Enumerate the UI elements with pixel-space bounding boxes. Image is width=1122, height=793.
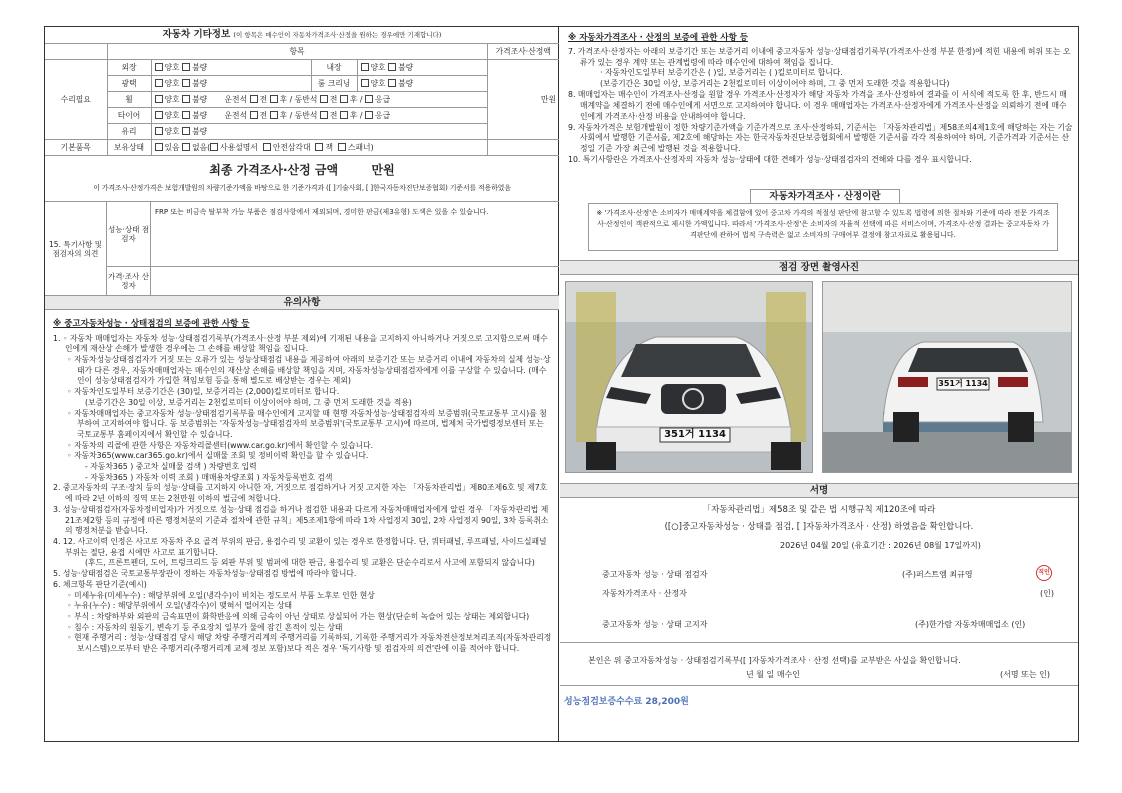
col-price-header: 가격조사·산정액 xyxy=(487,44,559,60)
inspector-opinion: FRP 또는 비금속 탈부착 가능 부품은 점검사항에서 제외되며, 경미한 판금(제3유형) 도색은 있을 수 있습니다. xyxy=(155,208,489,216)
inspection-record-page xyxy=(44,26,1079,742)
tire-pass-rear-checkbox[interactable] xyxy=(340,111,348,119)
receipt-statement: 본인은 위 중고자동차성능 · 상태점검기록부([ ]자동차가격조사 · 산정 선택)를 교부받은 사실을 확인합니다. xyxy=(588,656,961,665)
good-label: 양호 xyxy=(164,94,180,104)
list-item: 7. 가격조사·산정자는 아래의 보증기간 또는 보증거리 이내에 중고자동차 성능·상태점검기록부(가격조사·산정 부분 한정)에 적힌 내용에 허위 또는 오류가 있는 경우 계약 또는 관계법령에 따라 매수인에 대하여 책임을 집니다. xyxy=(568,46,1071,67)
bad-label: 불량 xyxy=(398,62,414,72)
list-item: 1. ◦ 자동차 매매업자는 자동차 성능·상태점검기록부(가격조사·산정 부분 제외)에 기재된 내용을 고지하지 아니하거나 거짓으로 고지함으로써 매수인에게 재산상 손해가 발생한 경우에는 그 손해를 배상할 책임을 집니다. xyxy=(53,333,548,354)
caution-list xyxy=(53,334,553,655)
list-item: (보증기간은 30일 이상, 보증거리는 2천킬로미터 이상이어야 하며, 그 중 먼저 도래한 것을 적용합니다) xyxy=(600,79,950,89)
passenger-seat-label: 동반석 xyxy=(294,94,318,104)
front-photo xyxy=(565,281,813,473)
none-checkbox[interactable] xyxy=(182,143,190,151)
other-info-note: (이 항목은 매수인이 자동차가격조사·산정을 원하는 경우에만 기재합니다) xyxy=(233,31,442,39)
col-item-header: 항목 xyxy=(107,44,487,60)
tire-row: 양호 불량 운전석 전 후 / 동반석 전 후 / 응급 xyxy=(151,108,487,124)
list-item: - 자동차365 ) 자동차 이력 조회 ) 매매용차량조회 ) 자동차등록번호 검색 xyxy=(85,472,333,482)
exterior-bad-checkbox[interactable] xyxy=(182,63,190,71)
good-label: 양호 xyxy=(164,126,180,136)
interior-good-checkbox[interactable] xyxy=(361,63,369,71)
rear-license-plate: 351거 1134 xyxy=(938,379,988,388)
basic-items-label: 기본품목 xyxy=(45,140,107,156)
wheel-pass-front-checkbox[interactable] xyxy=(320,95,328,103)
tire-label: 타이어 xyxy=(107,108,151,124)
front-label: 전 xyxy=(259,110,268,120)
list-item: ◦ 자동차매매업자는 중고자동차 성능·상태점검기록부를 매수인에게 고지할 때 현행 자동차성능·상태점검자의 보증범위(국토교통부 고시)를 첨부하여 고지하여야 합니다. 동 보증범위는 '자동차성능·상태점검자의 보증범위'(국토교통부 고시)에 따르며, 법제처 국가법령정보센터 또는 국토교통부 홈페이지에서 확인할 수 있습니다. xyxy=(67,408,547,439)
tire-driver-front-checkbox[interactable] xyxy=(250,111,258,119)
list-item: ◦ 현재 주행거리 : 성능·상태점검 당시 해당 차량 주행거리계의 주행거리를 기록하되, 기록한 주행거리가 자동차전산정보처리조직(자동차관리정보시스템)으로부터 받은 주행거리(주행거리계 교체 정보 포함)보다 적은 경우 '특기사항 및 점검자의 의견'란에 이를 적어야 합니다. xyxy=(67,633,552,654)
list-item: · 자동차인도일부터 보증기간은 ( )일, 보증거리는 ( )킬로미터로 합니다. xyxy=(600,68,843,78)
tire-pass-front-checkbox[interactable] xyxy=(320,111,328,119)
rear-label: 후 xyxy=(279,94,288,104)
wheel-row: 양호 불량 운전석 전 후 / 동반석 전 후 / 응급 xyxy=(151,92,487,108)
list-item: ◦ 침수 : 자동차의 원동기, 변속기 등 주요장치 일부가 물에 잠긴 흔적이 있는 상태 xyxy=(67,622,343,632)
buyer-signature: (서명 또는 인) xyxy=(1000,670,1050,679)
sign-confirm: ([○]중고자동차성능 · 상태를 점검, [ ]자동차가격조사 · 산정) 하였음을 확인합니다. xyxy=(664,522,974,532)
inspector-label: 성능·상태 점검자 xyxy=(107,202,151,266)
passenger-seat-label: 동반석 xyxy=(294,110,318,120)
wheel-emergency-checkbox[interactable] xyxy=(365,95,373,103)
wheel-pass-rear-checkbox[interactable] xyxy=(340,95,348,103)
final-price-row xyxy=(45,163,559,178)
tire-emergency-checkbox[interactable] xyxy=(365,111,373,119)
glass-bad-checkbox[interactable] xyxy=(182,127,190,135)
none-label: 없음( xyxy=(192,142,211,152)
list-item: 10. 특기사항란은 가격조사·산정자의 자동차 성능·상태에 대한 견해가 성능·상태점검자의 견해와 다를 경우 표시합니다. xyxy=(568,155,972,165)
list-item: (후드, 프론트펜더, 도어, 트렁크리드 등 외판 부위 및 범퍼에 대한 판금, 용접수리 및 교환은 단순수리로서 사고에 포함되지 않습니다) xyxy=(85,558,535,568)
gloss-bad-checkbox[interactable] xyxy=(182,79,190,87)
glass-label: 유리 xyxy=(107,124,151,140)
jack-checkbox[interactable] xyxy=(315,143,323,151)
rear-car-illustration xyxy=(823,282,1072,473)
define-text: ※ '가격조사·산정'은 소비자가 매매계약을 체결함에 있어 중고차 가격의 적절성 판단에 참고할 수 있도록 법령에 의한 절차와 기준에 따라 전문 가격조사·산정인이 객관적으로 제시한 가액입니다. 따라서 '가격조사·산정'은 소비자의 자율적 선택에 따른 서비스이며, 가격조사·산정 결과는 중고자동차 가격판단에 관하여 법적 구속력은 없고 소비자의 구매여부 결정에 참고자료로 활용됩니다. xyxy=(588,203,1058,251)
tire-driver-rear-checkbox[interactable] xyxy=(270,111,278,119)
left-column xyxy=(45,27,559,741)
interior-label: 내장 xyxy=(311,60,357,76)
other-info-header xyxy=(45,29,559,43)
wheel-driver-rear-checkbox[interactable] xyxy=(270,95,278,103)
define-title: 자동차가격조사 · 산정이란 xyxy=(750,189,900,204)
list-item: ◦ 누유(누수) : 해당부위에서 오일(냉각수)이 맺혀서 떨어지는 상태 xyxy=(67,601,293,611)
good-label: 양호 xyxy=(164,62,180,72)
appraiser-role: 자동차가격조사 · 산정자 xyxy=(602,589,687,598)
repair-needed-label: 수리필요 xyxy=(45,60,107,140)
other-info-table xyxy=(45,43,559,156)
exterior-good-checkbox[interactable] xyxy=(155,63,163,71)
final-price-title: 최종 가격조사·산정 금액 xyxy=(209,163,339,177)
roomclean-bad-checkbox[interactable] xyxy=(388,79,396,87)
roomclean-good-checkbox[interactable] xyxy=(361,79,369,87)
caution-title: 유의사항 xyxy=(45,295,559,310)
caution-content xyxy=(53,319,553,655)
interior-bad-checkbox[interactable] xyxy=(388,63,396,71)
bad-label: 불량 xyxy=(192,94,208,104)
wheel-label: 휠 xyxy=(107,92,151,108)
list-item: 8. 매매업자는 매수인이 가격조사·산정을 원할 경우 가격조사·산정자가 해당 자동차 가격을 조사·산정하여 결과를 이 서식에 적도록 한 후, 반드시 매매계약을 체결하기 전에 매수인에게 서면으로 고지하여야 합니다. 이 경우 매매업자는 가격조사·산정자에게 가격조사·산정을 의뢰하기 전에 매수인에게 가격조사·산정 비용을 안내하여야 합니다. xyxy=(568,89,1067,121)
triangle-checkbox[interactable] xyxy=(263,143,271,151)
spanner-checkbox[interactable] xyxy=(338,143,346,151)
possession-label: 보유상태 xyxy=(107,140,151,156)
manual-checkbox[interactable] xyxy=(210,143,218,151)
opinion-label: 15. 특기사항 및 점검자의 의견 xyxy=(45,202,107,296)
emergency-label: 응급 xyxy=(375,110,391,120)
good-label: 양호 xyxy=(370,78,386,88)
glass-good-checkbox[interactable] xyxy=(155,127,163,135)
price-guarantee-title: ※ 자동차가격조사 · 산정의 보증에 관한 사항 등 xyxy=(568,33,749,43)
list-item: 5. 성능·상태점검은 국토교통부장관이 정하는 자동차성능·상태점검 방법에 따라야 합니다. xyxy=(53,569,357,579)
driver-seat-label: 운전석 xyxy=(224,94,248,104)
list-item: 3. 성능·상태점검자(자동차정비업자)가 거짓으로 성능·상태 점검을 하거나 점검한 내용과 다르게 자동차매매업자에게 알린 경우 「자동차관리법 제21조제2항 등의 규정에 따른 행정처분의 기준과 절차에 관한 규칙」제5조제1항에 따라 1차 사업정지 30일, 2차 사업정지 90일, 3차 등록취소의 행정처분을 받습니다. xyxy=(53,504,549,536)
bad-label: 불량 xyxy=(192,110,208,120)
notifier-role: 중고자동차 성능 · 상태 고지자 xyxy=(602,620,708,629)
fee-text: 성능점검보증수수료 28,200원 xyxy=(564,697,689,707)
list-item: 9. 자동차가격은 보험개발원이 정한 차량기준가액을 기준가격으로 조사·산정하되, 기준서는 「자동차관리법」제58조의4제1호에 해당하는 자는 기술사회에서 발행한 기준서를, 제2호에 해당하는 자는 한국자동차진단보증협회에서 발행한 기준서를 각각 적용하여야 하며, 기준가격과 기준서는 산정일 기준 가장 최근에 발행된 것을 적용합니다. xyxy=(568,122,1073,154)
gloss-label: 광택 xyxy=(107,76,151,92)
appraiser-label: 가격·조사 산정자 xyxy=(107,266,151,296)
driver-seat-label: 운전석 xyxy=(224,110,248,120)
gloss-good-checkbox[interactable] xyxy=(155,79,163,87)
opinion-block xyxy=(45,201,559,295)
front-car-illustration xyxy=(566,282,813,473)
triangle-label: 안전삼각대 xyxy=(272,142,311,152)
sign-date: 2026년 04월 20일 (유효기간 : 2026년 08월 17일까지) xyxy=(780,541,981,550)
front-label: 전 xyxy=(329,94,338,104)
list-item: ◦ 부식 : 차량하부와 외판의 금속표면이 화학반응에 의해 금속이 아닌 상태로 상실되어 가는 현상(단순히 녹슬어 있는 상태는 제외합니다) xyxy=(67,611,530,621)
wheel-driver-front-checkbox[interactable] xyxy=(250,95,258,103)
list-item: ◦ 미세누유(미세누수) : 해당부위에 오일(냉각수)이 비치는 정도로서 부품 노후로 인한 현상 xyxy=(67,590,375,600)
caution-section-title: ※ 중고자동차성능 · 상태점검의 보증에 관한 사항 등 xyxy=(53,319,250,329)
basic-items-row xyxy=(151,140,487,156)
list-item: 6. 체크항목 판단기준(예시) xyxy=(53,579,147,589)
list-item: 2. 중고자동차의 구조·장치 등의 성능·상태를 고지하지 아니한 자, 거짓으로 점검하거나 거짓 고지한 자는 「자동차관리법」제80조제6호 및 제7호에 따라 2년 이하의 징역 또는 2천만원 이하의 벌금에 처합니다. xyxy=(53,483,548,504)
good-label: 양호 xyxy=(164,110,180,120)
rear-label: 후 xyxy=(279,110,288,120)
front-label: 전 xyxy=(329,110,338,120)
repair-price-unit: 만원 xyxy=(487,60,559,140)
inspector-role: 중고자동차 성능 · 상태 점검자 xyxy=(602,570,708,579)
manual-label: 사용설명서 xyxy=(220,142,258,152)
tire-bad-checkbox[interactable] xyxy=(182,111,190,119)
rear-label: 후 xyxy=(349,94,358,104)
emergency-label: 응급 xyxy=(375,94,391,104)
good-label: 양호 xyxy=(164,78,180,88)
front-license-plate: 351거 1134 xyxy=(664,429,726,440)
list-item: ◦ 자동차365(www.car365.go.kr)에서 실매물 조회 및 정비이력 확인을 할 수 있습니다. xyxy=(67,451,369,461)
inspector-name: (주)퍼스트엠 최규영 xyxy=(902,570,973,579)
front-label: 전 xyxy=(259,94,268,104)
other-info-title: 자동차 기타정보 xyxy=(162,29,231,40)
list-item: (보증기간은 30일 이상, 보증거리는 2천킬로미터 이상이어야 하며, 그 중 먼저 도래한 것을 적용) xyxy=(85,397,412,407)
bad-label: 불량 xyxy=(192,62,208,72)
have-checkbox[interactable] xyxy=(155,143,163,151)
sign-law: 「자동차관리법」제58조 및 같은 법 시행규칙 제120조에 따라 xyxy=(702,505,936,515)
seal-icon: 직인 xyxy=(1036,565,1052,581)
final-price-note: 이 가격조사·산정가격은 보험개발원의 차량기준가액을 바탕으로 한 기준가격과 ([ ]기술사회, [ ]한국자동차진단보증협회) 기준서를 적용하였음 xyxy=(93,184,511,192)
final-price-unit: 만원 xyxy=(371,163,395,177)
good-label: 양호 xyxy=(370,62,386,72)
rear-photo xyxy=(822,281,1072,473)
bad-label: 불량 xyxy=(192,126,208,136)
list-item: ◦ 자동차성능상태점검자가 거짓 또는 오류가 있는 성능상태점검 내용을 제공하여 아래의 보증기간 또는 보증거리 이내에 자동차의 실제 성능·상태가 다른 경우, 자동차매매업자는 매수인의 재산상 손해를 배상할 책임을 지며, 자동차성능상태점검자에게 이를 구상할 수 있습니다. (매수인이 성능상태점검자가 가입한 책임보험 등을 통해 별도로 배상받는 경우는 제외) xyxy=(67,355,551,386)
bad-label: 불량 xyxy=(398,78,414,88)
tire-good-checkbox[interactable] xyxy=(155,111,163,119)
jack-label: 잭 xyxy=(325,142,333,152)
bad-label: 불량 xyxy=(192,78,208,88)
list-item: 4. 12. 사고이력 인정은 사고로 자동차 주요 골격 부위의 판금, 용접수리 및 교환이 있는 경우로 한정합니다. 단, 쿼터패널, 루프패널, 사이드실패널 부위는 절단, 용접 시에만 사고로 표기합니다. xyxy=(53,536,547,557)
wheel-bad-checkbox[interactable] xyxy=(182,95,190,103)
receipt-date: 년 월 일 매수인 xyxy=(746,670,800,679)
have-label: 있음 xyxy=(164,142,180,152)
roomclean-label: 룸 크리닝 xyxy=(311,76,357,92)
price-guarantee-list xyxy=(568,47,1073,167)
spanner-label: 스패너) xyxy=(347,142,374,152)
sign-title: 서명 xyxy=(560,483,1078,498)
appraiser-sign: (인) xyxy=(1040,589,1054,598)
rear-label: 후 xyxy=(349,110,358,120)
notifier-name: (주)한가람 자동차매매업소 (인) xyxy=(915,620,1026,629)
wheel-good-checkbox[interactable] xyxy=(155,95,163,103)
price-guarantee-section xyxy=(568,33,1073,166)
inspector-seal xyxy=(1036,565,1052,581)
list-item: ◦ 자동차의 리콜에 관한 사항은 자동차리콜센터(www.car.go.kr)에서 확인할 수 있습니다. xyxy=(67,440,374,450)
photo-title: 점검 장면 촬영사진 xyxy=(560,260,1078,275)
list-item: - 자동차365 ) 중고차 실매물 검색 ) 차량번호 입력 xyxy=(85,462,257,472)
right-column xyxy=(560,27,1078,741)
exterior-label: 외장 xyxy=(107,60,151,76)
list-item: ◦ 자동차인도일부터 보증기간은 (30)일, 보증거리는 (2,000)킬로미터로 합니다. xyxy=(67,387,340,397)
